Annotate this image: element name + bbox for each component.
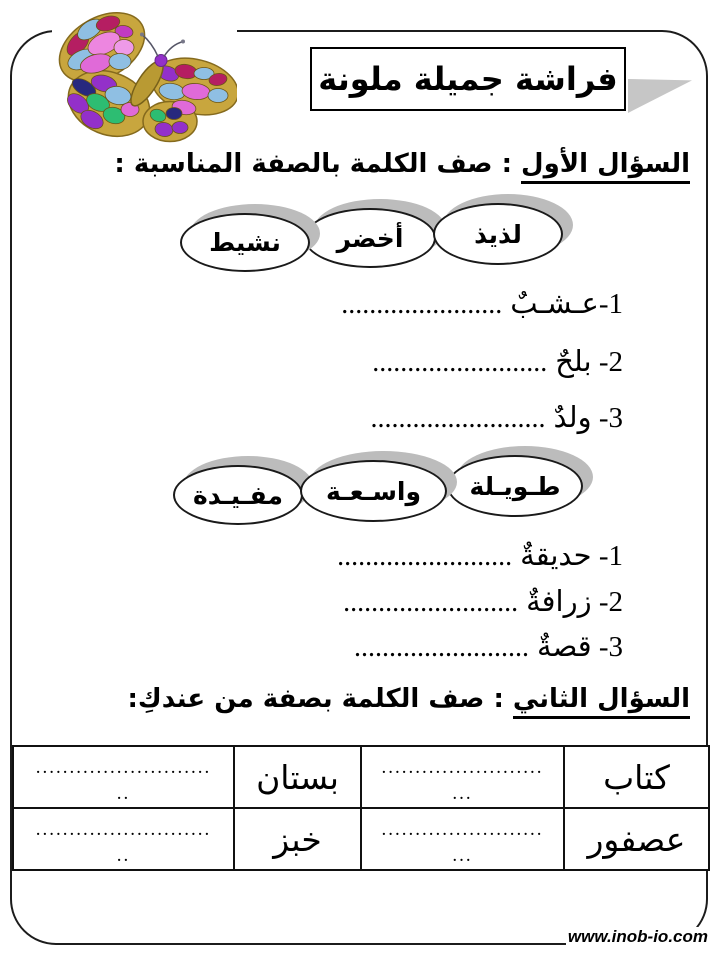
answer-dots-line: ... xyxy=(452,844,473,866)
answer-dots-line: .. xyxy=(116,782,131,804)
item-label: 3- قصةٌ xyxy=(537,631,623,663)
adjective-label: واسـعـة xyxy=(325,476,422,506)
word-label: خبز xyxy=(273,819,322,859)
word-cell xyxy=(234,808,361,870)
exercise-item-6 xyxy=(354,629,623,664)
page-title: فراشة جميلة ملونة xyxy=(318,60,618,98)
answer-dots-line: ......................... xyxy=(343,587,519,618)
exercise-item-1 xyxy=(341,286,623,321)
item-label: 3- ولدٌ xyxy=(553,402,623,434)
butterfly-image xyxy=(52,3,237,146)
adjective-label: أخضر xyxy=(336,223,404,253)
item-label: 2- بلحٌ xyxy=(555,346,623,378)
adjective-label: لذيذ xyxy=(474,219,522,249)
item-label: 1- حديقةٌ xyxy=(520,540,623,572)
answer-cell xyxy=(361,808,564,870)
answer-dots-line: ......................... xyxy=(354,632,530,663)
exercise-item-5 xyxy=(343,584,623,619)
answer-dots-line: .......................... xyxy=(35,756,212,778)
question2-heading xyxy=(128,684,690,714)
footer-url: www.inob-io.com xyxy=(566,927,712,949)
item-label: 2- زرافةٌ xyxy=(526,586,623,618)
answer-cell xyxy=(361,746,564,808)
q2-answer-table xyxy=(12,745,710,871)
adjective-oval-akhdar xyxy=(304,208,436,268)
word-cell xyxy=(564,808,709,870)
word-label: بستان xyxy=(256,757,339,797)
question1-heading-underlined: السؤال الأول xyxy=(521,149,690,184)
adjective-label: طـويـلة xyxy=(469,471,561,501)
exercise-item-4 xyxy=(337,538,623,573)
adjective-oval-wasiaa xyxy=(300,460,447,522)
adjective-oval-nasheet xyxy=(180,213,310,272)
answer-dots-line: .......................... xyxy=(35,818,212,840)
answer-dots-line: ........................ xyxy=(381,818,544,840)
adjective-oval-ladheedh xyxy=(433,203,563,265)
exercise-item-3 xyxy=(371,400,623,435)
adjective-label: مفـيـدة xyxy=(193,480,283,510)
answer-dots-line: ........................ xyxy=(381,756,544,778)
word-cell xyxy=(234,746,361,808)
answer-cell xyxy=(13,746,234,808)
answer-dots-line: ......................... xyxy=(337,541,513,572)
answer-cell xyxy=(13,808,234,870)
answer-dots-line: ......................... xyxy=(370,403,546,434)
question1-heading-rest: : صف الكلمة بالصفة المناسبة : xyxy=(114,149,522,179)
word-label: كتاب xyxy=(603,757,670,797)
answer-dots-line: .. xyxy=(116,844,131,866)
adjective-oval-mufeeda xyxy=(173,465,303,525)
question2-heading-rest: : صف الكلمة بصفة من عندكِ: xyxy=(127,684,513,714)
word-cell xyxy=(564,746,709,808)
answer-dots-line: ... xyxy=(452,782,473,804)
adjective-oval-taweela xyxy=(447,455,583,517)
answer-dots-line: ......................... xyxy=(372,347,548,378)
adjective-label: نشيط xyxy=(209,228,281,257)
question2-heading-underlined: السؤال الثاني xyxy=(513,684,690,719)
exercise-item-2 xyxy=(372,344,623,379)
item-label: 1-عـشـبٌ xyxy=(510,288,623,320)
table-row xyxy=(13,746,709,808)
title-box xyxy=(310,47,626,111)
question1-heading xyxy=(114,149,690,179)
word-label: عصفور xyxy=(587,819,686,859)
table-row xyxy=(13,808,709,870)
answer-dots-line: ....................... xyxy=(341,289,503,320)
